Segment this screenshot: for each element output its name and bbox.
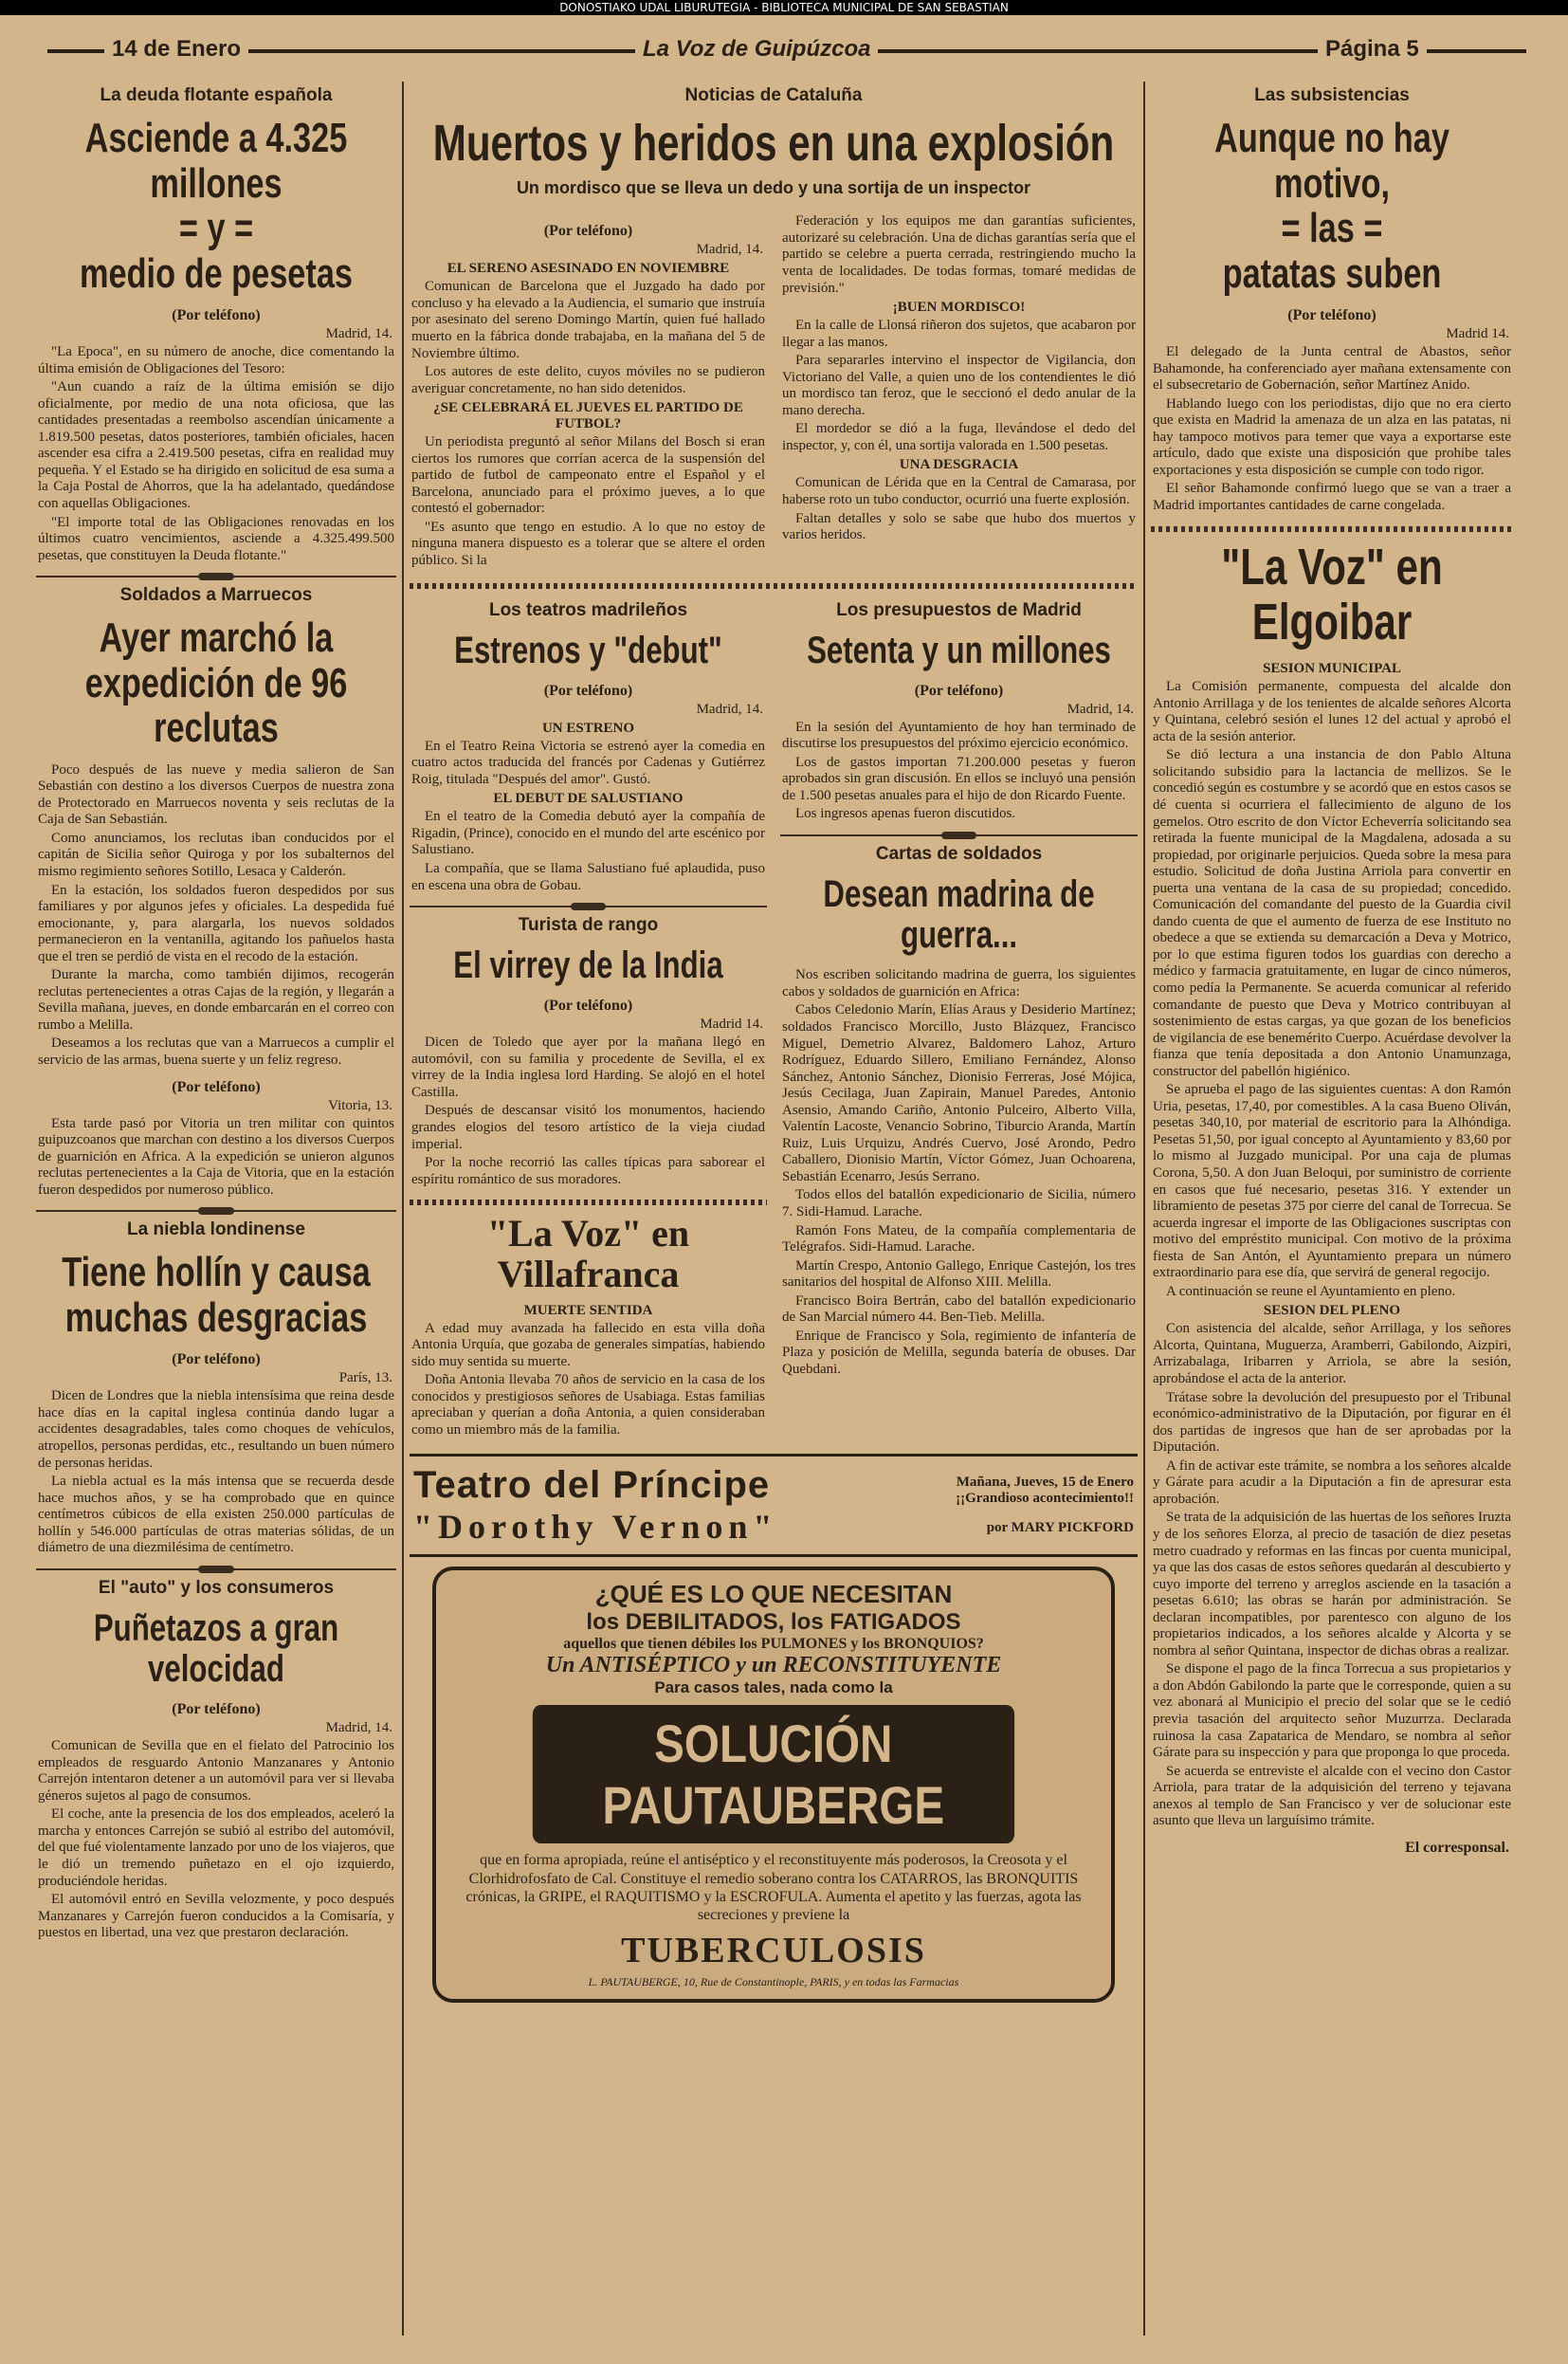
kicker: Los presupuestos de Madrid <box>836 599 1082 620</box>
article-niebla-londinense <box>36 1219 396 1557</box>
headline: "La Voz" en Villafranca <box>486 1212 690 1296</box>
article-teatros-madrilenos: Los teatros madrileños Estrenos y "debut" (Por teléfono) Madrid, 14. UN ESTRENO En el Teatro Reina Victoria se estrenó ayer la comedia en cuatro actos traducida del francés por Cadenas y Gutiérrez Roig, titulada "Después del amor". Gustó. EL DEBUT DE SALUSTIANO En el teatro de la Comedia debutó ayer la compañía de Rigadin, (Prince), conocido en el mundo del arte escénico por Salustiano. La compañía, que se llama Salustiano fué aplaudida, puso en escena una obra de Gobau. <box>411 599 765 893</box>
pautauberge-advertisement: ¿QUÉ ES LO QUE NECESITAN los DEBILITADOS, los FATIGADOS aquellos que tienen débiles los PULMONES y los BRONQUIOS? Un ANTISÉPTICO y un RECONSTITUYENTE Para casos tales, nada como la SOLUCIÓN PAUTAUBERGE que en forma apropiada, reúne el antiséptico y el reconstituyente más poderosos, la Creosota y el Clorhidrofosfato de Cal. Constituye el remedio soberano contra los CATARROS, las BRONQUITIS crónicas, la GRIPE, el RAQUITISMO y la ESCROFULA. Aumenta el apetito y las fuerzas, agota las secreciones y previene la TUBERCULOSIS L. PAUTAUBERGE, 10, Rue de Constantinople, PARIS, y en todas las Farmacias <box>432 1567 1115 2003</box>
kicker: La deuda flotante española <box>100 85 333 105</box>
article-voz-villafranca: "La Voz" en Villafranca MUERTE SENTIDA A edad muy avanzada ha fallecido en esta villa doña Antonia Urquía, que gozaba de generales simpatías, habiendo sido muy sentida su muerte. Doña Antonia llevaba 70 años de servicio en la casa de los conocidos y prestigiosos señores de Usabiaga. Estas familias apreciaban y querían a doña Antonia, a quien consideraban como un miembro más de la familia. <box>411 1212 765 1438</box>
byline: (Por teléfono) <box>172 1078 261 1095</box>
column-3 <box>780 596 1138 1441</box>
column-1 <box>36 82 396 2336</box>
archive-caption: DONOSTIAKO UDAL LIBURUTEGIA - BIBLIOTECA MUNICIPAL DE SAN SEBASTIAN <box>0 0 1568 15</box>
dateline: Madrid, 14. <box>325 1720 392 1736</box>
headline: Ayer marchó la expedición de 96 reclutas <box>84 614 348 752</box>
byline: (Por teléfono) <box>1287 307 1377 324</box>
dateline: Madrid, 14. <box>696 701 763 717</box>
byline: (Por teléfono) <box>172 307 261 324</box>
dateline: Madrid, 14. <box>1067 701 1134 717</box>
dateline: Vitoria, 13. <box>328 1097 392 1113</box>
byline: (Por teléfono) <box>172 1701 261 1718</box>
headline: Asciende a 4.325 millones = y = medio de pesetas <box>79 115 354 297</box>
page-number: Página 5 <box>1318 36 1427 63</box>
article-body: Comunican de Sevilla que en el fielato del Patrocinio los empleados de resguardo Antonio Manzanares y Antonio Carrejón intentaron detener a un automóvil para ver si llevaba géneros sujetos al pago de consumos. El coche, ante la presencia de los dos empleados, aceleró la marcha y entonces Carrejón se subió al estribo del automóvil, del que fué violentamente lanzado por uno de los viajeros, que le dió un tremendo puñetazo en el ojo izquierdo, produciéndole heridas. El automóvil entró en Sevilla velozmente, y poco después Manzanares y Carrejón fueron conducidos a la Comisaría, y puestos en libertad, una vez que prestaron declaración. <box>38 1738 394 1941</box>
headline: Desean madrina de guerra... <box>823 872 1095 957</box>
byline: (Por teléfono) <box>543 682 633 699</box>
theatre-advertisement: Teatro del Príncipe "Dorothy Vernon" Mañana, Jueves, 15 de Enero ¡¡Grandioso acontecimiento!! por MARY PICKFORD <box>410 1454 1138 1557</box>
headline: El virrey de la India <box>453 944 723 987</box>
article-deuda-flotante <box>36 85 396 564</box>
byline: (Por teléfono) <box>543 998 633 1015</box>
article-voz-elgoibar: "La Voz" en Elgoibar SESION MUNICIPAL La Comisión permanente, compuesta del alcalde don Antonio Arrillaga y de los tenientes de alcalde señores Alcorta y Quintana, celebró sesión el lunes 12 del actual y aprobó el acta de la sesión anterior. Se dió lectura a una instancia de don Pablo Altuna solicitando subsidio para la lactancia de mellizos. Se le concedió según es costumbre y se acordó que en estos casos se dé cuenta si ocurriera el fallecimiento de alguno de los gemelos. Otro escrito de don Víctor Echeverría solicitando sea retirada la fuente municipal de la Magdalena, adosada a su propiedad, por originarle perjuicios. Queda sobre la mesa para estudio. Solicitud de doña Justina Arriola para convertir en puerta una ventana de la casa de su propiedad; concedido. Comunicación del comandante del puesto de la Guardia civil dando cuenta de que el aumento de fuerza de ese Instituto no obedece a que se extienda su demarcación a Deva y Motrico, por lo que estima figuren todos los guardias con derecho a médico y farmacia gratuitamente, en lugar de cinco números, como pedía la Permanente. Se acuerda comunicar al referido comandante de puesto que Deva y Motrico contribuyan al sostenimiento de estas cargas, ya que gozan de los beneficios de vigilancia de ese benemérito Cuerpo. Acuérdase devolver la fianza que tenía depositada a don Antonio Unamunzaga, constructor del pabellón higiénico. Se aprueba el pago de las siguientes cuentas: A don Ramón Uria, pesetas, 17,40, por comestibles. A la casa Bueno Oliván, pesetas 340,10, por material de escritorio para la Alhóndiga. Pesetas 51,50, por igual concepto al Ayuntamiento y 83,60 por lo mismo al Juzgado municipal. Por una caja de plumas Corona, 5,50. A don Juan Beloqui, por suministro de corriente en casos que fué necesario, pesetas 316. Y extender un libramiento de pesetas 375 por cierre del canal de Torrecua. Se acuerda ingresar el importe de las Obligaciones suscriptas con motivo del empréstito municipal. Con motivo de la próxima fiesta de San Antón, el Ayuntamiento prepara un número extraordinario para ese día, que servirá de general regocijo. A continuación se reune el Ayuntamiento en pleno. SESION DEL PLENO Con asistencia del alcalde, señor Arrillaga, y los señores Alcorta, Quintana, Muguerza, Aramberri, Gabilondo, Aizpiri, Arrizabalaga, Iribarren y Arriola, se abre la sesión, aprobándose el acta de la anterior. Trátase sobre la devolución del presupuesto por el Tribunal económico-administrativo de la Diputación, por figurar en él dos partidas de ingresos que han de ser aprobadas por la Diputación. A fin de activar este trámite, se nombra a los señores alcalde y Gárate para acudir a la Diputación a fin de apresurar esta aprobación. Se trata de la adquisición de las huertas de los señores Iruzta y de los señores Elorza, al precio de tasación de diez pesetas metro cuadrado y reformas en las fincas por cuenta municipal, ya que las dos casas de estos señores quedarán al descubierto y cuyo importe del terreno y arreglos asciende en la tasación a pesetas 6.610; las obras se harán por administración. Se declaran incompatibles, por parentesco con alguno de los propietarios indicados, a los señores alcalde y Alcorta y se nombra al señor Quintana, inspector de dichas obras a realizar. Se dispone el pago de la finca Torrecua a sus propietarios y a don Abdón Gabilondo la parte que le corresponde, quien a su vez abonará al Municipio el precio del solar que se le cedió previa tasación del arquitecto señor Muzurrza. Declarada ruinosa la casa Zapatarica de Mendaro, se nombra al señor Gárate para su inspección y para que proponga lo que proceda. Se acuerda se entreviste el alcalde con el vecino don Castor Arriola, para tratar de la adquisición del terreno y tejavana anexos al templo de San Francisco y ver de solucionar este asunto que lleva un larguísimo trámite. El corresponsal. <box>1153 538 1511 1856</box>
newspaper-title: La Voz de Guipúzcoa <box>635 36 878 63</box>
dateline: Madrid, 14. <box>325 326 392 342</box>
byline: (Por teléfono) <box>914 682 1004 699</box>
signature: El corresponsal. <box>1405 1839 1509 1856</box>
article-cataluna: Noticias de Cataluña Muertos y heridos en una explosión Un mordisco que se lleva un dedo y una sortija de un inspector (Por teléfono) Madrid, 14. EL SERENO ASESINADO EN NOVIEMBRE Comunican de Barcelona que el Juzgado ha dado por concluso y ha elevado a la Audiencia, el sumario que instruía por asesinato del sereno Domingo Martín, quien fué hallado muerto en la fábrica donde trabajaba, en la mañana del 5 de Noviembre último. Los autores de este delito, cuyos móviles no se pudieron averiguar concretamente, no han sido detenidos. ¿SE CELEBRARÁ EL JUEVES EL PARTIDO DE FUTBOL? Un periodista preguntó al señor Milans del Bosch si eran ciertos los rumores que corrían acerca de la suspensión del partido de futbol de campeonato entre el Español y el Barcelona, anunciado para el próximo jueves, a lo que contestó el gobernador: "Es asunto que tengo en estudio. A lo que no estoy de ninguna manera dispuesto es a tolerar que se altere el orden público. Si la Federación y los equipos me dan garantías suficientes, autorizaré su celebración. Una de dichas garantías sería que el partido se celebre a puerta cerrada, restringiendo mucho la venta de localidades. De todas formas, tomaré medidas de previsión." ¡BUEN MORDISCO! En la calle de Llonsá riñeron dos sujetos, que acabaron por llegar a las manos. Para separarles intervino el inspector de Vigilancia, don Victoriano del Valle, a quien uno de los contendientes le dió un mordisco tan feroz, que le seccionó el dedo anular de la mano derecha. El mordedor se dió a la fuga, llevándose el dedo del inspector, y, con él, una sortija valorada en 1.500 pesetas. UNA DESGRACIA Comunican de Lérida que en la Central de Camarasa, por haberse roto un tubo conductor, ocurrió una fuerte explosión. Faltan detalles y solo se sabe que hubo dos muertos y varios heridos. <box>411 85 1136 568</box>
kicker: Noticias de Cataluña <box>684 85 863 105</box>
kicker: La niebla londinense <box>127 1219 305 1240</box>
headline: "La Voz" en Elgoibar <box>1221 538 1443 651</box>
column-2 <box>410 596 767 1441</box>
byline: (Por teléfono) <box>172 1351 261 1368</box>
dateline: Madrid 14. <box>700 1017 763 1033</box>
article-body: "La Epoca", en su número de anoche, dice comentando la última emisión de Obligaciones del Tesoro: "Aun cuando a raíz de la última emisión se dijo oficialmente, por medio de una nota oficiosa, que las cantidades presentadas a reembolso ascendían únicamente a 1.819.500 pesetas, datos posteriores, también oficiales, hacen ascender esa cifra a 2.419.500 pesetas, cifra en realidad muy pequeña. Y el Estado se ha dirigido en solicitud de esa suma a la Caja Postal de Ahorros, que la ha adelantado, quedándose con aquellas Obligaciones. "El importe total de las Obligaciones renovadas en los últimos cuatro vencimientos, asciende a 4.325.499.500 pesetas, que constituyen la Deuda flotante." <box>38 344 394 563</box>
kicker: Cartas de soldados <box>875 843 1043 864</box>
kicker: Las subsistencias <box>1254 85 1410 105</box>
headline: Aunque no hay motivo, = las = patatas suben <box>1214 115 1449 297</box>
column-4 <box>1151 82 1513 2336</box>
kicker: Soldados a Marruecos <box>119 585 313 606</box>
byline: (Por teléfono) <box>543 223 633 240</box>
headline: Muertos y heridos en una explosión <box>432 115 1115 172</box>
dateline: Madrid 14. <box>1446 326 1509 342</box>
masthead <box>47 34 1526 66</box>
article-virrey-india: Turista de rango El virrey de la India (Por teléfono) Madrid 14. Dicen de Toledo que ayer por la mañana llegó en automóvil, con su familia y procedente de Sevilla, el ex virrey de la India inglesa lord Harding. Se alojó en el hotel Castilla. Después de descansar visitó los monumentos, haciendo grandes elogios del tesoro artístico de la vieja ciudad imperial. Por la noche recorrió las calles típicas para saborear el espíritu romántico de sus moradores. <box>411 915 765 1187</box>
article-auto-consumeros <box>36 1578 396 1942</box>
headline: Tiene hollín y causa muchas desgracias <box>62 1249 371 1341</box>
kicker: El "auto" y los consumeros <box>98 1577 335 1598</box>
kicker: Los teatros madrileños <box>488 599 688 620</box>
article-cartas-soldados: Cartas de soldados Desean madrina de guerra... Nos escriben solicitando madrina de guerra, los siguientes cabos y soldados de guarnición en Africa: Cabos Celedonio Marín, Elías Araus y Desiderio Martínez; soldados Francisco Morcillo, Justo Blázquez, Francisco Miguel, Demetrio Alvarez, Baldomero Lahoz, Arturo Rodríguez, Eduardo Sillero, Emiliano Fernández, Alonso Sánchez, Antonio Sánchez, Dionisio Ferreras, José Mójica, Jesús Cecilaga, Juan Zapirain, Manuel Paredes, Antonio Asensio, Amando Cariño, Antonio Pulceiro, Alberto Villa, Valentín Lacoste, Venancio Sobrino, Tiburcio Aranda, Martín Ruiz, Luis Urquizu, Andrés Cuervo, José Arondo, Pedro Caballero, Dionisio Martín, Víctor Gómez, Juan Ochoarena, Sebastián Ecenarro, Jesús Serrano. Todos ellos del batallón expedicionario de Sicilia, número 7. Sidi-Hamud. Larache. Ramón Fons Mateu, de la compañía complementaria de Telégrafos. Sidi-Hamud. Larache. Martín Crespo, Antonio Gallego, Enrique Castejón, los tres sanitarios del hospital de Alfonso XIII. Melilla. Francisco Boira Bertrán, cabo del batallón expedicionario de San Marcial número 44. Ben-Tieb. Melilla. Enrique de Francisco y Sola, regimiento de infantería de Plaza y posición de Melilla, segunda batería de obuses. Dar Quebdani. <box>782 843 1136 1377</box>
headline: Estrenos y "debut" <box>454 629 722 671</box>
product-name: SOLUCIÓN PAUTAUBERGE <box>533 1705 1014 1843</box>
article-presupuestos-madrid: Los presupuestos de Madrid Setenta y un millones (Por teléfono) Madrid, 14. En la sesión del Ayuntamiento de hoy han terminado de discutirse los presupuestos del próximo ejercicio económico. Los de gastos importan 71.200.000 pesetas y fueron aprobados sin gran discusión. En ellos se incluyó una pensión de 1.500 pesetas anuales para el hijo de don Ricardo Fuente. Los ingresos apenas fueron discutidos. <box>782 599 1136 822</box>
kicker: Turista de rango <box>518 915 659 936</box>
article-body: Dicen de Londres que la niebla intensísima que reina desde hace días en la capital inglesa continúa dando lugar a accidentes desagradables, tales como choques de vehículos, atropellos, personas perdidas, etc., resultando un buen número de personas heridas. La niebla actual es la más intensa que se recuerda desde hace muchos años, y se ha comprobado que en quince centímetros cúbicos de ella existen 250.000 partículas de hollín y 546.000 partículas de otras materias sólidas, de un diámetro de una diezmilésima de centímetro. <box>38 1388 394 1556</box>
dateline: París, 13. <box>338 1370 392 1386</box>
headline: Puñetazos a gran velocidad <box>93 1606 339 1690</box>
issue-date: 14 de Enero <box>104 36 248 63</box>
article-subsistencias: Las subsistencias Aunque no hay motivo, = las = patatas suben (Por teléfono) Madrid 14. El delegado de la Junta central de Abastos, señor Bahamonde, ha conferenciado ayer mañana extensamente con el subsecretario de Gobernación, señor Martínez Anido. Hablando luego con los periodistas, dijo que no era cierto que exista en Madrid la amenaza de un alza en las patatas, ni hay tampoco motivos para temer que vaya a exportarse este artículo, dado que existe una disposición que prohibe tales exportaciones y esta disposición se cumple con todo rigor. El señor Bahamonde confirmó luego que se van a traer a Madrid importantes cantidades de carne congelada. <box>1153 85 1511 513</box>
article-body: Poco después de las nueve y media salieron de San Sebastián con destino a los diversos Cuerpos de nuestra zona de Protectorado en Marruecos noventa y seis reclutas de la Caja de San Sebastián. Como anunciamos, los reclutas iban conducidos por el capitán de Sicilia señor Quiroga y por los subalternos del mismo regimiento señores Sotillo, Lesaca y Calderón. En la estación, los soldados fueron despedidos por sus familiares y por algunos jefes y oficiales. La despedida fué emocionante, y, para alargarla, los nuevos soldados permanecieron en la ventanilla, agitando los pañuelos hasta que el tren se perdió de vista en el recodo de la estación. Durante la marcha, como también dijimos, recogerán reclutas pertenecientes a otras Cajas de la región, y llegarán a Sevilla mañana, jueves, en donde embarcarán en el correo con rumbo a Melilla. Deseamos a los reclutas que van a Marruecos a cumplir el servicio de las armas, buena suerte y un feliz regreso. <box>38 761 394 1069</box>
deck: Un mordisco que se lleva un dedo y una sortija de un inspector <box>516 178 1031 198</box>
headline: Setenta y un millones <box>807 629 1111 671</box>
dateline: Madrid, 14. <box>696 242 763 258</box>
center-columns <box>410 82 1138 2336</box>
article-soldados-marruecos: Soldados a Marruecos Ayer marchó la expedición de 96 reclutas Poco después de las nueve y media salieron de San Sebastián con destino a los diversos Cuerpos de nuestra zona de Protectorado en Marruecos noventa y seis reclutas de la Caja de San Sebastián. Como anunciamos, los reclutas iban conducidos por el capitán de Sicilia señor Quiroga y por los subalternos del mismo regimiento señores Sotillo, Lesaca y Calderón. En la estación, los soldados fueron despedidos por sus familiares y por algunos jefes y oficiales. La despedida fué emocionante, y, para alargarla, los nuevos soldados permanecieron en la ventanilla, agitando los pañuelos hasta que el tren se perdió de vista en el recodo de la estación. Durante la marcha, como también dijimos, recogerán reclutas pertenecientes a otras Cajas de la región, y llegarán a Sevilla mañana, jueves, en donde embarcarán en el correo con rumbo a Melilla. Deseamos a los reclutas que van a Marruecos a cumplir el servicio de las armas, buena suerte y un feliz regreso. (Por teléfono) Vitoria, 13. Esta tarde pasó por Vitoria un tren militar con quintos guipuzcoanos que marchan con destino a los diversos Cuerpos de guarnición en Africa. A la expedición se unieron algunos reclutas pertenecientes a la Caja de Vitoria, que en la estación fueron despedidos por numeroso público. <box>38 585 394 1198</box>
